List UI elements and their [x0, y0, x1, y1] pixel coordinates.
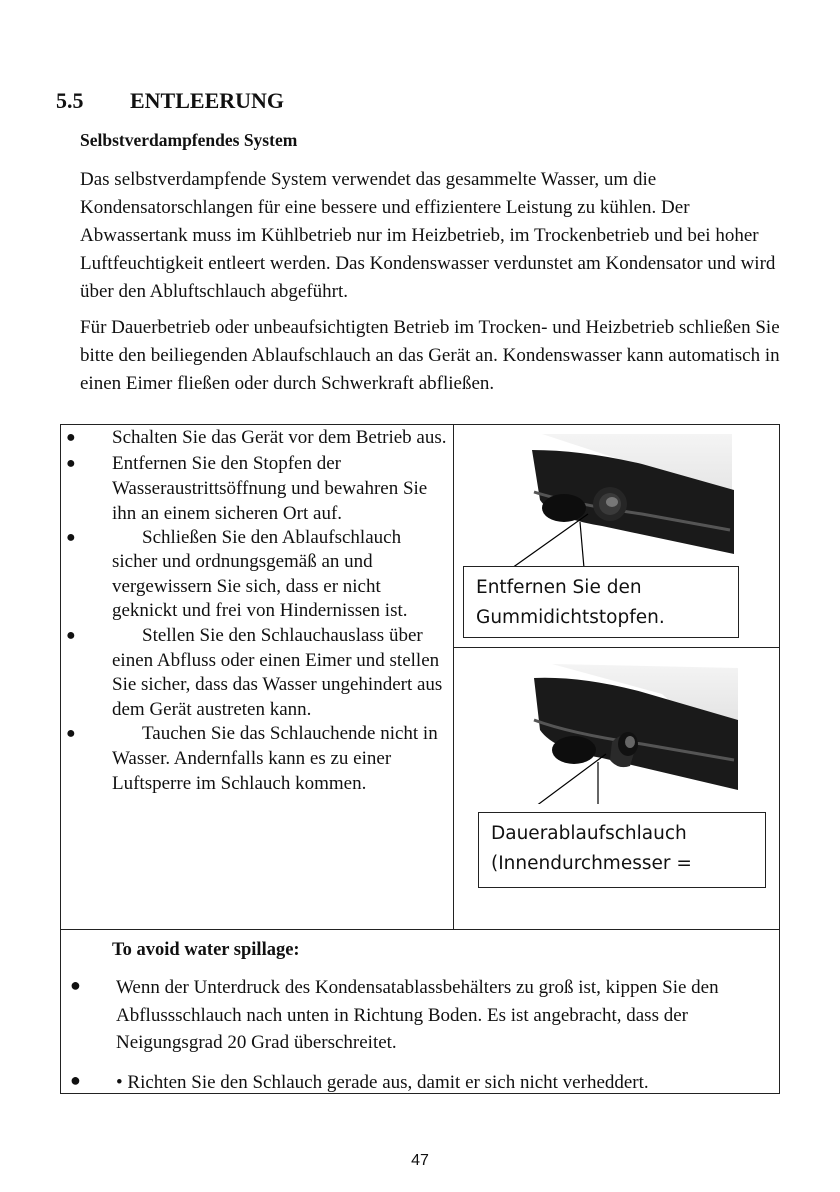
section-heading [56, 88, 284, 114]
section-subtitle: Selbstverdampfendes System [80, 130, 298, 150]
steps-list [66, 426, 448, 796]
list-item [66, 722, 448, 796]
callout-remove-plug: Entfernen Sie den Gummidichtstopfen. [463, 566, 739, 638]
list-item [66, 624, 448, 722]
step-text: Schalten Sie das Gerät vor dem Betrieb aus. [112, 427, 447, 448]
bullet-icon: ● [66, 429, 76, 446]
step-text: Stellen Sie den Schlauchauslass über einen Abfluss oder einen Eimer und stellen Sie sicher, dass das Wasser ungehindert aus dem Gerät austreten kann. [112, 624, 443, 720]
list-item [70, 1069, 772, 1097]
intro-paragraph: Das selbstverdampfende System verwendet das gesammelte Wasser, um die Kondensatorschlangen für eine bessere und effizientere Leistung zu kühlen. Der Abwassertank muss im Kühlbetrieb nur im Heizbetrieb, im Trockenbetrieb und bei hoher Luftfeuchtigkeit entleert werden. Das Kondenswasser verdunstet am Kondensator und wird über den Abluftschlauch abgeführt. [80, 169, 776, 302]
step-text: Entfernen Sie den Stopfen der Wasseraustrittsöffnung und bewahren Sie ihn an einem sicheren Ort auf. [112, 452, 428, 524]
spillage-text: • Richten Sie den Schlauch gerade aus, damit er sich nicht verheddert. [116, 1071, 649, 1093]
drain-hose-photo [462, 654, 740, 804]
bullet-icon: ● [70, 975, 81, 995]
spillage-text: Wenn der Unterdruck des Kondensatablassbehälters zu groß ist, kippen Sie den Abflussschlauch nach unten in Richtung Boden. Es ist angebracht, dass der Neigungsgrad 20 Grad überschreitet. [116, 977, 719, 1053]
spillage-list [70, 974, 772, 1096]
spillage-title: To avoid water spillage: [112, 940, 300, 960]
list-item [66, 426, 448, 451]
bullet-icon: ● [66, 626, 76, 644]
section-number: 5.5 [56, 88, 84, 113]
bullet-icon: ● [66, 454, 76, 472]
list-item [66, 451, 448, 526]
section-title: ENTLEERUNG [130, 88, 285, 113]
drain-plug-photo [462, 430, 740, 570]
list-item [66, 526, 448, 624]
list-item [70, 974, 772, 1057]
bullet-icon: ● [66, 528, 76, 546]
page-number: 47 [411, 1152, 429, 1169]
step-text: Schließen Sie den Ablaufschlauch sicher und ordnungsgemäß an und vergewissern Sie sich, dass er nicht geknickt und frei von Hindernissen ist. [112, 526, 408, 622]
continuous-drain-paragraph: Für Dauerbetrieb oder unbeaufsichtigten Betrieb im Trocken- und Heizbetrieb schließen Sie bitte den beiliegenden Ablaufschlauch an das Gerät an. Kondenswasser kann automatisch in einen Eimer fließen oder durch Schwerkraft abfließen. [80, 317, 780, 394]
step-text: Tauchen Sie das Schlauchende nicht in Wasser. Andernfalls kann es zu einer Luftsperre im Schlauch kommen. [112, 723, 438, 794]
bullet-icon: ● [70, 1069, 81, 1090]
bullet-icon: ● [66, 725, 76, 743]
callout-drain-hose: Dauerablaufschlauch (Innendurchmesser = [478, 812, 766, 888]
